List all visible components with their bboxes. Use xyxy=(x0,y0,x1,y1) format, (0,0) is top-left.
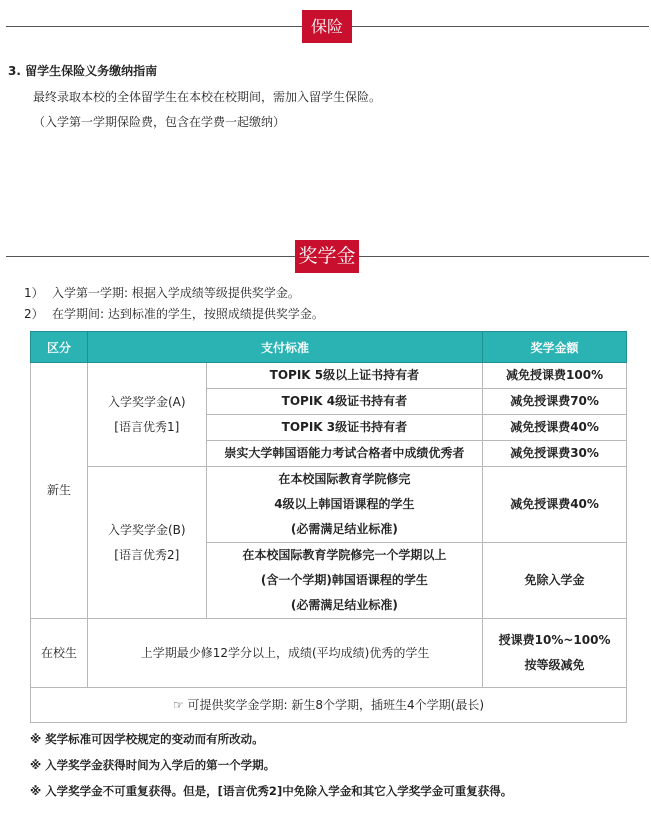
header-amount: 奖学金额 xyxy=(483,332,627,363)
amount-cell: 减免授课费70% xyxy=(483,389,627,415)
table-footnote: ☞ 可提供奖学金学期: 新生8个学期，插班生4个学期(最长) xyxy=(31,688,627,723)
criteria-cell: TOPIK 4级证书持有者 xyxy=(206,389,482,415)
enrolled-amount-line: 按等级减免 xyxy=(524,658,585,672)
note-item: ※ 奖学标准可因学校规定的变动而有所改动。 xyxy=(30,732,264,746)
note-item: ※ 入学奖学金获得时间为入学后的第一个学期。 xyxy=(30,758,276,772)
criteria-line: (必需满足结业标准) xyxy=(290,522,398,536)
scholarship-table xyxy=(30,331,627,723)
criteria-cell xyxy=(206,467,482,543)
scholarship-notes xyxy=(30,726,512,804)
list-item xyxy=(24,304,324,325)
criteria-cell xyxy=(206,543,482,619)
group-a-cell xyxy=(87,363,206,467)
amount-cell: 免除入学金 xyxy=(483,543,627,619)
enrolled-criteria-cell: 上学期最少修12学分以上，成绩(平均成绩)优秀的学生 xyxy=(87,619,482,688)
group-b-name: 入学奖学金(B) xyxy=(107,522,186,537)
amount-cell: 减免授课费40% xyxy=(483,467,627,543)
enrolled-amount-cell xyxy=(483,619,627,688)
list-item-number: 1） xyxy=(24,286,44,300)
scholarship-header-tag: 奖学金 xyxy=(295,240,359,273)
list-item-text: 在学期间: 达到标准的学生，按照成绩提供奖学金。 xyxy=(52,307,324,321)
new-student-cell: 新生 xyxy=(31,363,88,619)
criteria-line: (含一个学期)韩国语课程的学生 xyxy=(260,573,428,587)
list-item xyxy=(24,283,324,304)
table-row xyxy=(31,619,627,688)
note-item: ※ 入学奖学金不可重复获得。但是，[语言优秀2]中免除入学金和其它入学奖学金可重复获得。 xyxy=(30,784,513,798)
criteria-line: 在本校国际教育学院修完一个学期以上 xyxy=(242,548,447,562)
amount-cell: 减免授课费40% xyxy=(483,415,627,441)
insurance-section-header xyxy=(6,0,649,34)
insurance-line-2: （入学第一学期保险费，包含在学费一起缴纳） xyxy=(33,115,286,129)
insurance-header-tag: 保险 xyxy=(302,10,352,43)
group-b-sub: [语言优秀2] xyxy=(114,547,180,562)
criteria-line: 4级以上韩国语课程的学生 xyxy=(274,497,415,511)
header-criteria: 支付标准 xyxy=(87,332,482,363)
scholarship-section-header xyxy=(6,230,649,267)
amount-cell: 减免授课费100% xyxy=(483,363,627,389)
group-a-sub: [语言优秀1] xyxy=(114,419,180,434)
criteria-line: 在本校国际教育学院修完 xyxy=(278,472,411,486)
table-header-row xyxy=(31,332,627,363)
table-row xyxy=(31,467,627,543)
group-b-cell xyxy=(87,467,206,619)
insurance-title: 3. 留学生保险义务缴纳指南 xyxy=(8,64,158,78)
criteria-cell: TOPIK 3级证书持有者 xyxy=(206,415,482,441)
criteria-cell: TOPIK 5级以上证书持有者 xyxy=(206,363,482,389)
list-item-text: 入学第一学期: 根据入学成绩等级提供奖学金。 xyxy=(52,286,300,300)
list-item-number: 2） xyxy=(24,307,44,321)
group-a-name: 入学奖学金(A) xyxy=(107,394,186,409)
criteria-line: (必需满足结业标准) xyxy=(290,598,398,612)
enrolled-cell: 在校生 xyxy=(31,619,88,688)
insurance-line-1: 最终录取本校的全体留学生在本校在校期间，需加入留学生保险。 xyxy=(33,90,382,104)
criteria-cell: 崇实大学韩国语能力考试合格者中成绩优秀者 xyxy=(206,441,482,467)
table-row xyxy=(31,363,627,389)
amount-cell: 减免授课费30% xyxy=(483,441,627,467)
enrolled-amount-line: 授课费10%~100% xyxy=(498,633,611,647)
scholarship-list xyxy=(24,283,324,325)
header-category: 区分 xyxy=(31,332,88,363)
table-footnote-row xyxy=(31,688,627,723)
